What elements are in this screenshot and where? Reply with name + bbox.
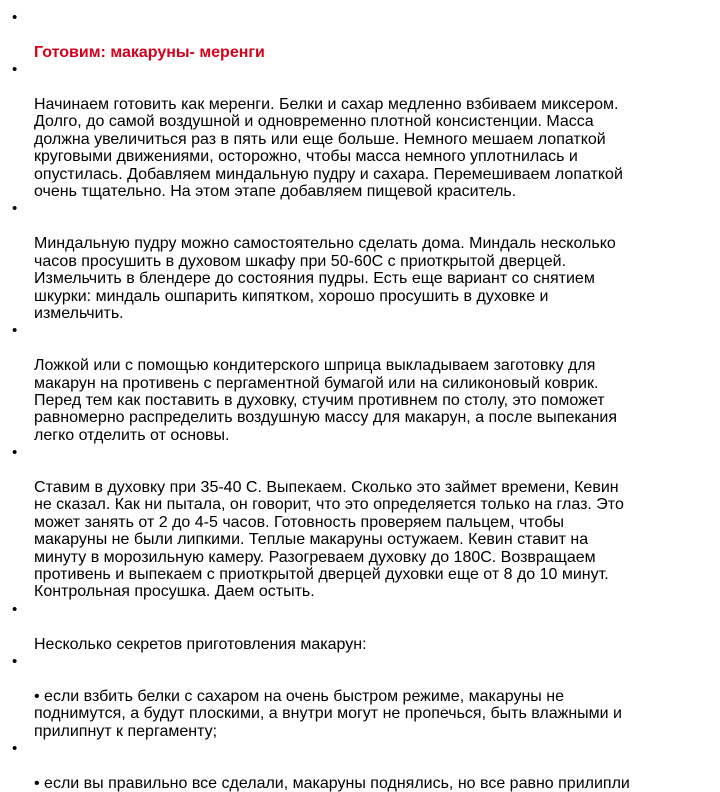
- paragraph-secrets-heading: Несколько секретов приготовления макарун:: [34, 635, 367, 653]
- list-item: [0, 322, 720, 444]
- paragraph-almond-powder: Миндальную пудру можно самостоятельно сделать дома. Миндаль несколько часов просушить в духовом шкафу при 50-60С с приоткрытой дверцей. Измельчить в блендере до состояния пудры. Есть еще вариант со снятием шкурки: миндаль ошпарить кипятком, хорошо просушить в духовке и измельчить.: [34, 235, 616, 322]
- bullet-icon: •: [12, 740, 18, 758]
- bullet-icon: •: [12, 653, 18, 671]
- list-item-title: [0, 9, 720, 61]
- recipe-title: Готовим: макаруны- меренги: [34, 43, 265, 61]
- list-item: [0, 444, 720, 601]
- paragraph-secret-2: • если вы правильно все сделали, макаруны поднялись, но все равно прилипли: [34, 774, 630, 792]
- bullet-icon: •: [12, 322, 18, 340]
- bullet-icon: •: [12, 9, 18, 26]
- bullet-icon: •: [12, 61, 18, 79]
- list-item: [0, 61, 720, 200]
- bullet-list: [0, 9, 720, 792]
- list-item: [0, 601, 720, 653]
- list-item: [0, 740, 720, 792]
- bullet-icon: •: [12, 444, 18, 462]
- list-item: [0, 653, 720, 740]
- paragraph-piping: Ложкой или с помощью кондитерского шприца выкладываем заготовку для макарун на противень с пергаментной бумагой или на силиконовый коврик. Перед тем как поставить в духовку, стучим противнем по столу, это поможет равномерно распределить воздушную массу для макарун, а после выпекания легко отделить от основы.: [34, 357, 618, 444]
- bullet-icon: •: [12, 200, 18, 218]
- paragraph-secret-1: • если взбить белки с сахаром на очень быстром режиме, макаруны не поднимутся, а будут плоскими, а внутри могут не пропечься, быть влажными и прилипнут к пергаменту;: [34, 687, 622, 740]
- paragraph-meringue: Начинаем готовить как меренги. Белки и сахар медленно взбиваем миксером. Долго, до самой воздушной и одновременно плотной консистенции. Масса должна увеличиться раз в пять или еще больше. Немного мешаем лопаткой круговыми движениями, осторожно, чтобы масса немного уплотнилась и опустилась. Добавляем миндальную пудру и сахара. Перемешиваем лопаткой очень тщательно. На этом этапе добавляем пищевой краситель.: [34, 96, 623, 201]
- list-item: [0, 200, 720, 322]
- bullet-icon: •: [12, 600, 18, 618]
- paragraph-baking: Ставим в духовку при 35-40 С. Выпекаем. Сколько это займет времени, Кевин не сказал. Как ни пытала, он говорит, что это определяется только на глаз. Это может занять от 2 до 4-5 часов. Готовность проверяем пальцем, чтобы макаруны не были липкими. Теплые макаруны остужаем. Кевин ставит на минуту в морозильную камеру. Разогреваем духовку до 180С. Возвращаем противень и выпекаем с приоткрытой дверцей духовки еще от 8 до 10 минут. Контрольная просушка. Даем остыть.: [34, 478, 624, 601]
